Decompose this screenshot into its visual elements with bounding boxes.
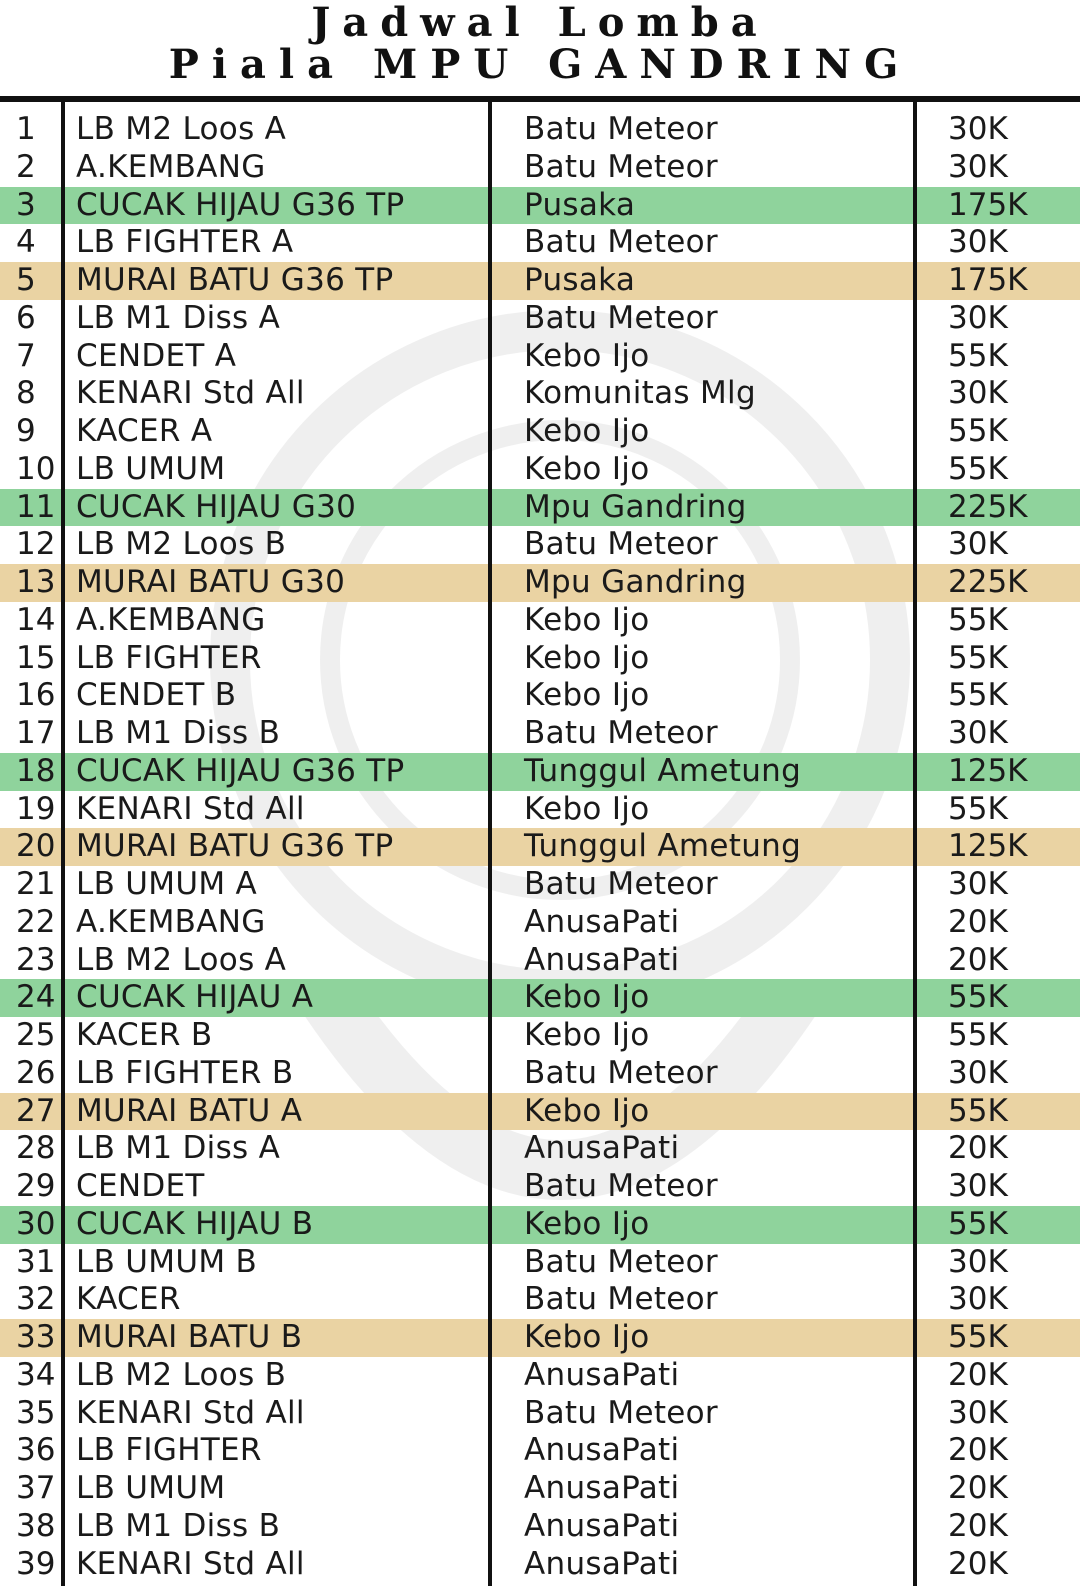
sponsor-name: Komunitas Mlg xyxy=(524,375,756,412)
class-name: LB UMUM A xyxy=(76,866,258,902)
sponsor-name: Batu Meteor xyxy=(524,224,718,261)
row-number: 18 xyxy=(16,752,56,789)
class-name: LB UMUM xyxy=(76,1470,226,1506)
table-row xyxy=(0,1319,1080,1357)
sponsor-name: Mpu Gandring xyxy=(524,488,747,525)
row-number: 4 xyxy=(16,224,36,261)
prize-amount: 125K xyxy=(948,828,1028,865)
row-number: 15 xyxy=(16,639,56,676)
class-name: KENARI Std All xyxy=(76,1394,305,1431)
sponsor-name: Kebo Ijo xyxy=(524,979,650,1016)
row-number: 9 xyxy=(16,413,36,449)
row-number: 26 xyxy=(16,1054,56,1091)
sponsor-name: AnusaPati xyxy=(524,1545,680,1582)
class-name: KACER A xyxy=(76,413,213,449)
prize-amount: 30K xyxy=(948,1394,1008,1431)
prize-amount: 55K xyxy=(948,979,1008,1016)
class-name: LB FIGHTER B xyxy=(76,1054,294,1091)
sponsor-name: Batu Meteor xyxy=(524,1243,718,1280)
row-number: 19 xyxy=(16,790,56,827)
row-number: 7 xyxy=(16,337,36,374)
sponsor-name: Kebo Ijo xyxy=(524,677,650,714)
prize-amount: 20K xyxy=(948,903,1008,940)
class-name: KACER B xyxy=(76,1017,213,1053)
page-title: Jadwal Lomba xyxy=(311,0,769,46)
prize-amount: 55K xyxy=(948,1017,1008,1053)
table-row xyxy=(0,828,1080,866)
row-number: 11 xyxy=(16,488,56,525)
column-divider xyxy=(913,102,917,1586)
prize-amount: 30K xyxy=(948,375,1008,412)
prize-amount: 20K xyxy=(948,941,1008,978)
row-number: 23 xyxy=(16,941,56,978)
prize-amount: 175K xyxy=(948,186,1028,223)
table-row xyxy=(0,526,1080,564)
class-name: MURAI BATU B xyxy=(76,1319,303,1355)
row-number: 32 xyxy=(16,1281,56,1318)
table-row xyxy=(0,1508,1080,1546)
row-number: 28 xyxy=(16,1130,56,1167)
table-row xyxy=(0,1432,1080,1470)
sponsor-name: Batu Meteor xyxy=(524,1281,718,1318)
class-name: LB M2 Loos B xyxy=(76,526,287,563)
table-row xyxy=(0,866,1080,904)
sponsor-name: Batu Meteor xyxy=(524,526,718,563)
class-name: LB UMUM xyxy=(76,450,226,487)
table-row xyxy=(0,715,1080,753)
sponsor-name: Tunggul Ametung xyxy=(524,828,802,865)
row-number: 1 xyxy=(16,111,36,147)
class-name: A.KEMBANG xyxy=(76,148,266,185)
table-row xyxy=(0,1168,1080,1206)
class-name: LB M1 Diss B xyxy=(76,1507,281,1544)
class-name: CUCAK HIJAU G36 TP xyxy=(76,186,405,223)
row-number: 35 xyxy=(16,1394,56,1431)
sponsor-name: AnusaPati xyxy=(524,1356,680,1393)
header-divider xyxy=(0,96,1080,102)
sponsor-name: Batu Meteor xyxy=(524,111,718,147)
schedule-table xyxy=(0,111,1080,1583)
sponsor-name: Kebo Ijo xyxy=(524,450,650,487)
sponsor-name: Batu Meteor xyxy=(524,299,718,336)
table-row xyxy=(0,1244,1080,1282)
class-name: CUCAK HIJAU A xyxy=(76,979,314,1016)
prize-amount: 30K xyxy=(948,1168,1008,1204)
table-row xyxy=(0,904,1080,942)
sponsor-name: Batu Meteor xyxy=(524,1394,718,1431)
prize-amount: 55K xyxy=(948,1092,1008,1129)
table-row xyxy=(0,489,1080,527)
sponsor-name: AnusaPati xyxy=(524,903,680,940)
table-row xyxy=(0,1017,1080,1055)
prize-amount: 225K xyxy=(948,564,1028,600)
prize-amount: 30K xyxy=(948,526,1008,563)
row-number: 31 xyxy=(16,1243,56,1280)
column-divider xyxy=(61,102,65,1586)
prize-amount: 30K xyxy=(948,1281,1008,1318)
prize-amount: 30K xyxy=(948,224,1008,261)
page-subtitle: Piala MPU GANDRING xyxy=(168,41,912,88)
prize-amount: 30K xyxy=(948,299,1008,336)
row-number: 37 xyxy=(16,1470,56,1506)
sponsor-name: Mpu Gandring xyxy=(524,564,747,600)
class-name: A.KEMBANG xyxy=(76,601,266,638)
table-row xyxy=(0,602,1080,640)
table-row xyxy=(0,1281,1080,1319)
sponsor-name: Kebo Ijo xyxy=(524,1017,650,1053)
table-row xyxy=(0,111,1080,149)
class-name: MURAI BATU G30 xyxy=(76,564,346,600)
sponsor-name: Kebo Ijo xyxy=(524,337,650,374)
sponsor-name: Tunggul Ametung xyxy=(524,752,802,789)
class-name: CUCAK HIJAU G30 xyxy=(76,488,357,525)
row-number: 14 xyxy=(16,601,56,638)
row-number: 38 xyxy=(16,1507,56,1544)
class-name: CENDET A xyxy=(76,337,237,374)
table-row xyxy=(0,338,1080,376)
row-number: 25 xyxy=(16,1017,56,1053)
row-number: 30 xyxy=(16,1205,56,1242)
table-row xyxy=(0,262,1080,300)
prize-amount: 20K xyxy=(948,1130,1008,1167)
sponsor-name: Kebo Ijo xyxy=(524,639,650,676)
prize-amount: 20K xyxy=(948,1507,1008,1544)
class-name: CENDET xyxy=(76,1168,205,1204)
class-name: CENDET B xyxy=(76,677,237,714)
class-name: LB FIGHTER xyxy=(76,639,262,676)
table-row xyxy=(0,300,1080,338)
class-name: MURAI BATU G36 TP xyxy=(76,828,394,865)
prize-amount: 20K xyxy=(948,1470,1008,1506)
prize-amount: 55K xyxy=(948,790,1008,827)
table-row xyxy=(0,1546,1080,1584)
prize-amount: 20K xyxy=(948,1432,1008,1469)
class-name: MURAI BATU A xyxy=(76,1092,303,1129)
prize-amount: 30K xyxy=(948,111,1008,147)
column-divider xyxy=(488,102,492,1586)
prize-amount: 30K xyxy=(948,1054,1008,1091)
class-name: LB M2 Loos A xyxy=(76,111,287,147)
class-name: LB FIGHTER A xyxy=(76,224,294,261)
prize-amount: 20K xyxy=(948,1356,1008,1393)
prize-amount: 55K xyxy=(948,450,1008,487)
row-number: 21 xyxy=(16,866,56,902)
row-number: 29 xyxy=(16,1168,56,1204)
sponsor-name: Batu Meteor xyxy=(524,866,718,902)
class-name: A.KEMBANG xyxy=(76,903,266,940)
sponsor-name: Batu Meteor xyxy=(524,1168,718,1204)
prize-amount: 30K xyxy=(948,148,1008,185)
row-number: 2 xyxy=(16,148,36,185)
sponsor-name: AnusaPati xyxy=(524,1470,680,1506)
sponsor-name: AnusaPati xyxy=(524,1432,680,1469)
prize-amount: 55K xyxy=(948,1205,1008,1242)
prize-amount: 30K xyxy=(948,1243,1008,1280)
class-name: LB M1 Diss A xyxy=(76,1130,281,1167)
class-name: LB M1 Diss B xyxy=(76,715,281,751)
sponsor-name: AnusaPati xyxy=(524,1130,680,1167)
table-row xyxy=(0,1093,1080,1131)
row-number: 27 xyxy=(16,1092,56,1129)
table-row xyxy=(0,187,1080,225)
sponsor-name: Kebo Ijo xyxy=(524,413,650,449)
prize-amount: 55K xyxy=(948,639,1008,676)
class-name: MURAI BATU G36 TP xyxy=(76,262,394,298)
class-name: KENARI Std All xyxy=(76,375,305,412)
sponsor-name: Kebo Ijo xyxy=(524,1205,650,1242)
sponsor-name: AnusaPati xyxy=(524,1507,680,1544)
class-name: KENARI Std All xyxy=(76,790,305,827)
class-name: LB UMUM B xyxy=(76,1243,258,1280)
prize-amount: 20K xyxy=(948,1545,1008,1582)
table-row xyxy=(0,1130,1080,1168)
prize-amount: 55K xyxy=(948,413,1008,449)
table-row xyxy=(0,1206,1080,1244)
prize-amount: 175K xyxy=(948,262,1028,298)
class-name: KENARI Std All xyxy=(76,1545,305,1582)
table-row xyxy=(0,1470,1080,1508)
table-row xyxy=(0,564,1080,602)
sponsor-name: Kebo Ijo xyxy=(524,1092,650,1129)
sponsor-name: Batu Meteor xyxy=(524,148,718,185)
row-number: 8 xyxy=(16,375,36,412)
table-row xyxy=(0,640,1080,678)
class-name: LB M1 Diss A xyxy=(76,299,281,336)
table-row xyxy=(0,224,1080,262)
table-row xyxy=(0,942,1080,980)
row-number: 13 xyxy=(16,564,56,600)
sponsor-name: Kebo Ijo xyxy=(524,790,650,827)
sponsor-name: Batu Meteor xyxy=(524,715,718,751)
row-number: 10 xyxy=(16,450,56,487)
table-row xyxy=(0,677,1080,715)
row-number: 6 xyxy=(16,299,36,336)
prize-amount: 55K xyxy=(948,677,1008,714)
class-name: LB FIGHTER xyxy=(76,1432,262,1469)
table-row xyxy=(0,753,1080,791)
prize-amount: 225K xyxy=(948,488,1028,525)
class-name: KACER xyxy=(76,1281,181,1318)
row-number: 34 xyxy=(16,1356,56,1393)
row-number: 36 xyxy=(16,1432,56,1469)
sponsor-name: Pusaka xyxy=(524,186,636,223)
table-row xyxy=(0,791,1080,829)
row-number: 20 xyxy=(16,828,56,865)
table-row xyxy=(0,451,1080,489)
schedule-header xyxy=(0,0,1080,96)
class-name: CUCAK HIJAU B xyxy=(76,1205,314,1242)
sponsor-name: Batu Meteor xyxy=(524,1054,718,1091)
class-name: LB M2 Loos A xyxy=(76,941,287,978)
table-row xyxy=(0,1055,1080,1093)
row-number: 24 xyxy=(16,979,56,1016)
table-row xyxy=(0,149,1080,187)
table-row xyxy=(0,413,1080,451)
prize-amount: 30K xyxy=(948,866,1008,902)
row-number: 5 xyxy=(16,262,36,298)
sponsor-name: AnusaPati xyxy=(524,941,680,978)
row-number: 17 xyxy=(16,715,56,751)
row-number: 3 xyxy=(16,186,36,223)
prize-amount: 125K xyxy=(948,752,1028,789)
sponsor-name: Pusaka xyxy=(524,262,636,298)
prize-amount: 55K xyxy=(948,601,1008,638)
row-number: 39 xyxy=(16,1545,56,1582)
table-row xyxy=(0,979,1080,1017)
class-name: CUCAK HIJAU G36 TP xyxy=(76,752,405,789)
row-number: 22 xyxy=(16,903,56,940)
table-row xyxy=(0,1395,1080,1433)
prize-amount: 55K xyxy=(948,1319,1008,1355)
row-number: 33 xyxy=(16,1319,56,1355)
row-number: 12 xyxy=(16,526,56,563)
prize-amount: 55K xyxy=(948,337,1008,374)
prize-amount: 30K xyxy=(948,715,1008,751)
table-row xyxy=(0,1357,1080,1395)
table-row xyxy=(0,375,1080,413)
sponsor-name: Kebo Ijo xyxy=(524,1319,650,1355)
class-name: LB M2 Loos B xyxy=(76,1356,287,1393)
row-number: 16 xyxy=(16,677,56,714)
sponsor-name: Kebo Ijo xyxy=(524,601,650,638)
